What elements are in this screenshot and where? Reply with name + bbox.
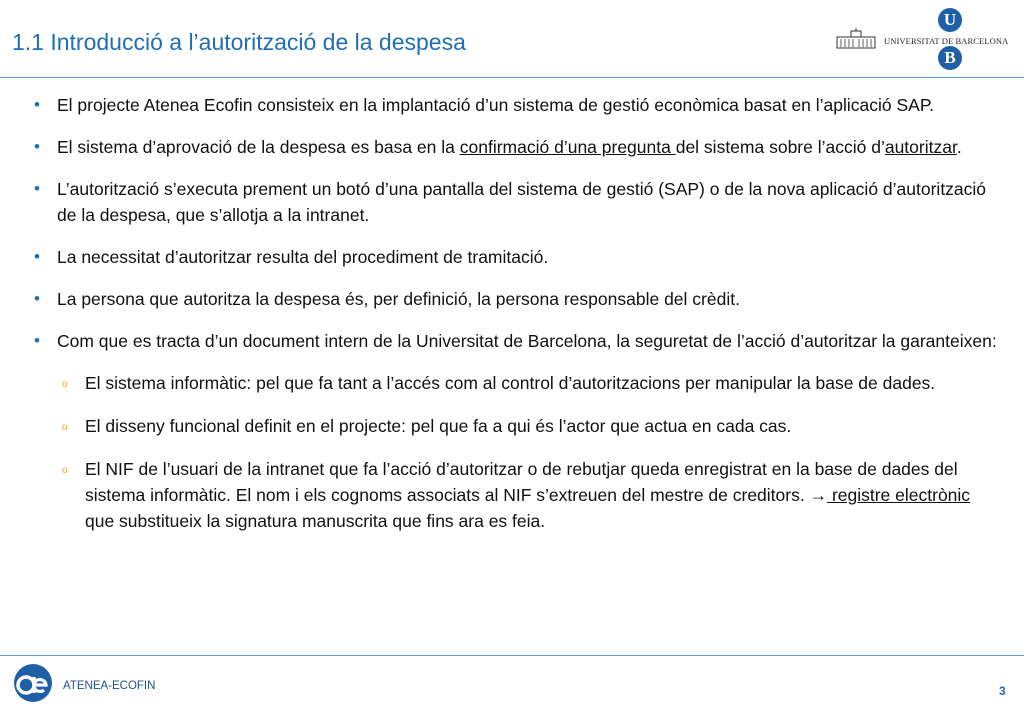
underlined-term: registre electrònic xyxy=(827,485,971,505)
bullet-text: El projecte Atenea Ecofin consisteix en la implantació d’un sistema de gestió econòmica basat en l’aplicació SAP. xyxy=(57,95,935,115)
bullet-item xyxy=(34,286,1004,312)
bullet-text: . xyxy=(956,137,962,157)
subbullet-item xyxy=(62,456,1004,534)
bullet-marker: • xyxy=(34,331,40,350)
subbullet-marker: o xyxy=(62,465,68,476)
subbullet-marker: o xyxy=(62,379,68,390)
university-b-emblem: B xyxy=(938,46,962,70)
bullet-text: El sistema d’aprovació de la despesa es basa en la xyxy=(57,137,460,157)
arrow-icon: → xyxy=(809,485,828,505)
bullet-text: La necessitat d’autoritzar resulta del procediment de tramitació. xyxy=(57,247,549,267)
subbullet-text: El NIF de l’usuari de la intranet que fa l’acció d’autoritzar o de rebutjar queda enregistrat en la base de dades del sistema informàtic. El nom i els cognoms associats al NIF s’extreuen del mestre de creditors. xyxy=(85,459,958,505)
bullet-marker: • xyxy=(34,137,40,156)
underlined-term: autoritzar xyxy=(884,137,957,157)
university-logo xyxy=(836,6,1018,70)
bullet-text: del sistema sobre l’acció d’ xyxy=(675,137,885,157)
subbullet-text: El disseny funcional definit en el projecte: pel que fa a qui és l’actor que actua en cada cas. xyxy=(85,416,792,436)
slide-title: 1.1 Introducció a l’autorització de la despesa xyxy=(12,29,466,55)
bullet-text: Com que es tracta d’un document intern de la Universitat de Barcelona, la seguretat de l’acció d’autoritzar la garanteixen: xyxy=(57,331,997,351)
bullet-item xyxy=(34,134,1004,160)
bullet-marker: • xyxy=(34,289,40,308)
bullet-text: La persona que autoritza la despesa és, per definició, la persona responsable del crèdit. xyxy=(57,289,740,309)
footer-brand: ATENEA-ECOFIN xyxy=(63,680,156,692)
bullet-item xyxy=(34,244,1004,270)
subbullet-item xyxy=(62,413,1004,439)
atenea-ecofin-logo-icon xyxy=(10,663,56,703)
header-divider xyxy=(0,77,1024,78)
bullet-marker: • xyxy=(34,95,40,114)
subbullet-text: El sistema informàtic: pel que fa tant a l’accés com al control d’autoritzacions per manipular la base de dades. xyxy=(85,373,936,393)
page-number: 3 xyxy=(999,684,1006,698)
bullet-item xyxy=(34,92,1004,118)
university-u-emblem: U xyxy=(938,8,962,32)
bullet-item xyxy=(34,176,1004,228)
slide-body xyxy=(34,92,1004,551)
footer-divider xyxy=(0,655,1024,656)
bullet-marker: • xyxy=(34,179,40,198)
underlined-term: confirmació d’una pregunta xyxy=(459,137,676,157)
subbullet-marker: o xyxy=(62,422,68,433)
subbullet-item xyxy=(62,370,1004,396)
bullet-marker: • xyxy=(34,247,40,266)
university-building-icon xyxy=(836,28,876,50)
subbullet-text: que substitueix la signatura manuscrita que fins ara es feia. xyxy=(85,511,546,531)
university-name: UNIVERSITAT DE BARCELONA xyxy=(884,36,1009,46)
bullet-item xyxy=(34,328,1004,354)
bullet-text: L’autorització s’executa prement un botó d’una pantalla del sistema de gestió (SAP) o de la nova aplicació d’autorització de la despesa, que s’allotja a la intranet. xyxy=(57,179,987,225)
